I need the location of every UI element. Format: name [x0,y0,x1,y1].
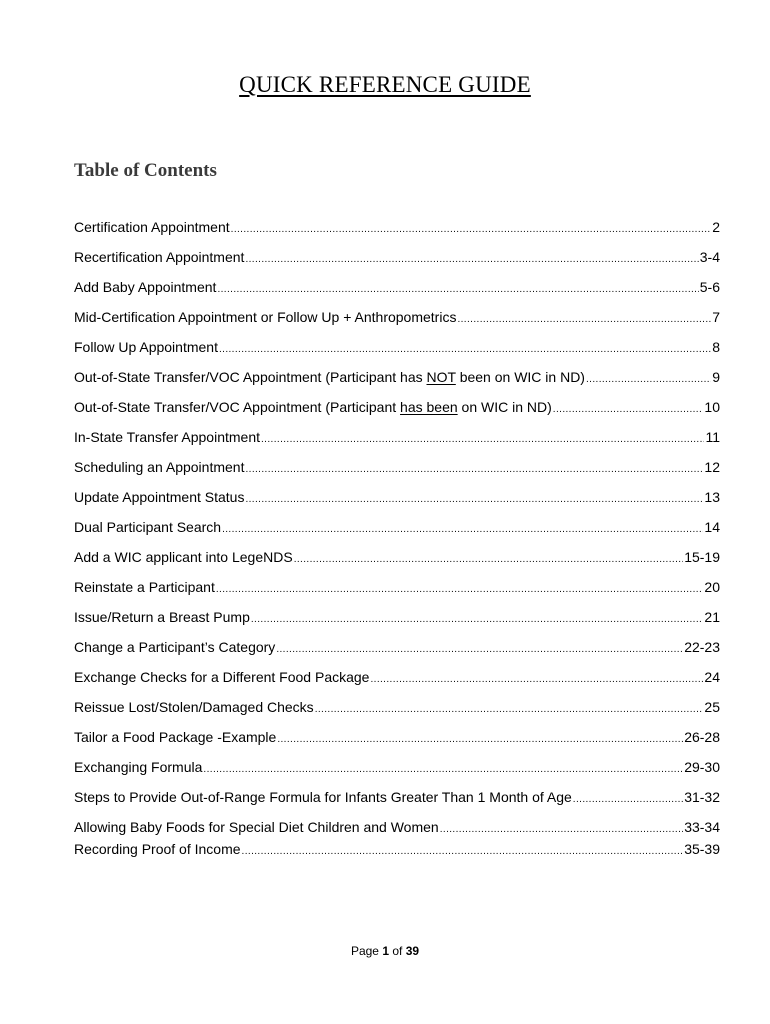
toc-entry-add-applicant[interactable] [74,546,720,576]
toc-entry-page: 13 [704,489,720,505]
toc-entry-mid-certification[interactable] [74,306,720,336]
toc-entry-title: Mid-Certification Appointment or Follow Up + Anthropometrics [74,309,457,325]
toc-entry-add-baby[interactable] [74,276,720,306]
document-title [0,72,770,98]
toc-entry-out-of-range-formula[interactable] [74,786,720,816]
toc-entry-page: 25 [704,699,720,715]
toc-entry-title: Add a WIC applicant into LegeNDS [74,549,293,565]
toc-entry-dual-participant[interactable] [74,516,720,546]
dot-leader [217,279,698,301]
toc-entry-page: 35-39 [684,841,720,857]
toc-entry-title: Add Baby Appointment [74,279,217,295]
dot-leader [277,729,683,751]
dot-leader [315,699,704,721]
dot-leader [203,759,683,781]
toc-entry-title: Allowing Baby Foods for Special Diet Children and Women [74,819,439,835]
footer-current-page: 1 [382,944,389,958]
toc-entry-page: 14 [704,519,720,535]
toc-entry-page: 3-4 [699,249,720,265]
dot-leader [294,549,684,571]
toc-entry-change-category[interactable] [74,636,720,666]
toc-entry-certification[interactable] [74,216,720,246]
dot-leader [440,819,683,841]
toc-entry-title [74,396,552,418]
toc-entry-title: Tailor a Food Package -Example [74,729,277,745]
dot-leader [219,339,711,361]
toc-entry-page: 7 [712,309,720,325]
toc-entry-title: Change a Participant’s Category [74,639,276,655]
dot-leader [245,459,703,481]
toc-entry-title: Steps to Provide Out-of-Range Formula for Infants Greater Than 1 Month of Age [74,789,572,805]
toc-entry-page: 21 [704,609,720,625]
toc-entry-update-status[interactable] [74,486,720,516]
toc-entry-title: Recording Proof of Income [74,841,241,857]
page-number-footer [0,944,770,958]
table-of-contents [74,216,720,868]
toc-entry-proof-of-income[interactable] [74,838,720,868]
document-title-text: QUICK REFERENCE GUIDE [239,72,531,97]
dot-leader [573,789,683,811]
toc-entry-title-start: Out-of-State Transfer/VOC Appointment (Participant [74,399,401,415]
toc-entry-tailor-food-package[interactable] [74,726,720,756]
toc-entry-page: 22-23 [684,639,720,655]
toc-entry-page: 29-30 [684,759,720,775]
toc-entry-reinstate[interactable] [74,576,720,606]
footer-total-pages: 39 [405,944,420,958]
dot-leader [586,369,711,391]
toc-entry-title-emphasis: has been [400,399,458,415]
dot-leader [276,639,683,661]
toc-entry-page: 2 [712,219,720,235]
toc-entry-title-start: Out-of-State Transfer/VOC Appointment (Participant has [74,369,427,385]
toc-entry-page: 8 [712,339,720,355]
dot-leader [216,579,704,601]
toc-entry-page: 15-19 [684,549,720,565]
toc-entry-page: 26-28 [684,729,720,745]
footer-prefix: Page [350,944,383,958]
dot-leader [231,219,712,241]
toc-entry-title-emphasis: NOT [426,369,456,385]
toc-entry-title: Exchanging Formula [74,759,203,775]
dot-leader [251,609,704,631]
toc-entry-in-state-transfer[interactable] [74,426,720,456]
toc-entry-page: 9 [712,369,720,385]
toc-entry-scheduling[interactable] [74,456,720,486]
dot-leader [457,309,711,331]
toc-entry-page: 33-34 [684,819,720,835]
toc-entry-title: Reinstate a Participant [74,579,215,595]
toc-entry-recertification[interactable] [74,246,720,276]
toc-entry-title: Update Appointment Status [74,489,245,505]
dot-leader [222,519,703,541]
dot-leader [370,669,703,691]
toc-entry-title: Recertification Appointment [74,249,245,265]
toc-entry-baby-foods[interactable] [74,816,720,838]
toc-entry-page: 31-32 [684,789,720,805]
toc-entry-exchanging-formula[interactable] [74,756,720,786]
toc-entry-title: Follow Up Appointment [74,339,218,355]
toc-entry-breast-pump[interactable] [74,606,720,636]
toc-entry-title-end: on WIC in ND) [457,399,552,415]
footer-separator: of [389,944,406,958]
dot-leader [245,489,703,511]
toc-entry-title-end: been on WIC in ND) [455,369,585,385]
toc-entry-page: 20 [704,579,720,595]
toc-entry-follow-up[interactable] [74,336,720,366]
toc-entry-title: Reissue Lost/Stolen/Damaged Checks [74,699,314,715]
dot-leader [553,399,704,421]
toc-entry-out-of-state-has-been-on-wic[interactable] [74,396,720,426]
toc-entry-title [74,366,585,388]
toc-entry-title: Dual Participant Search [74,519,222,535]
toc-entry-title: Issue/Return a Breast Pump [74,609,250,625]
toc-entry-page: 24 [704,669,720,685]
dot-leader [242,841,684,863]
dot-leader [245,249,698,271]
toc-entry-out-of-state-not-on-wic[interactable] [74,366,720,396]
toc-entry-title: In-State Transfer Appointment [74,429,260,445]
toc-entry-title: Exchange Checks for a Different Food Package [74,669,370,685]
toc-entry-page: 5-6 [699,279,720,295]
toc-entry-page: 11 [705,429,720,445]
toc-entry-exchange-checks[interactable] [74,666,720,696]
toc-entry-page: 12 [704,459,720,475]
toc-heading: Table of Contents [74,160,217,181]
toc-entry-title: Scheduling an Appointment [74,459,245,475]
dot-leader [261,429,704,451]
toc-entry-reissue-checks[interactable] [74,696,720,726]
toc-entry-title: Certification Appointment [74,219,230,235]
toc-entry-page: 10 [704,399,720,415]
